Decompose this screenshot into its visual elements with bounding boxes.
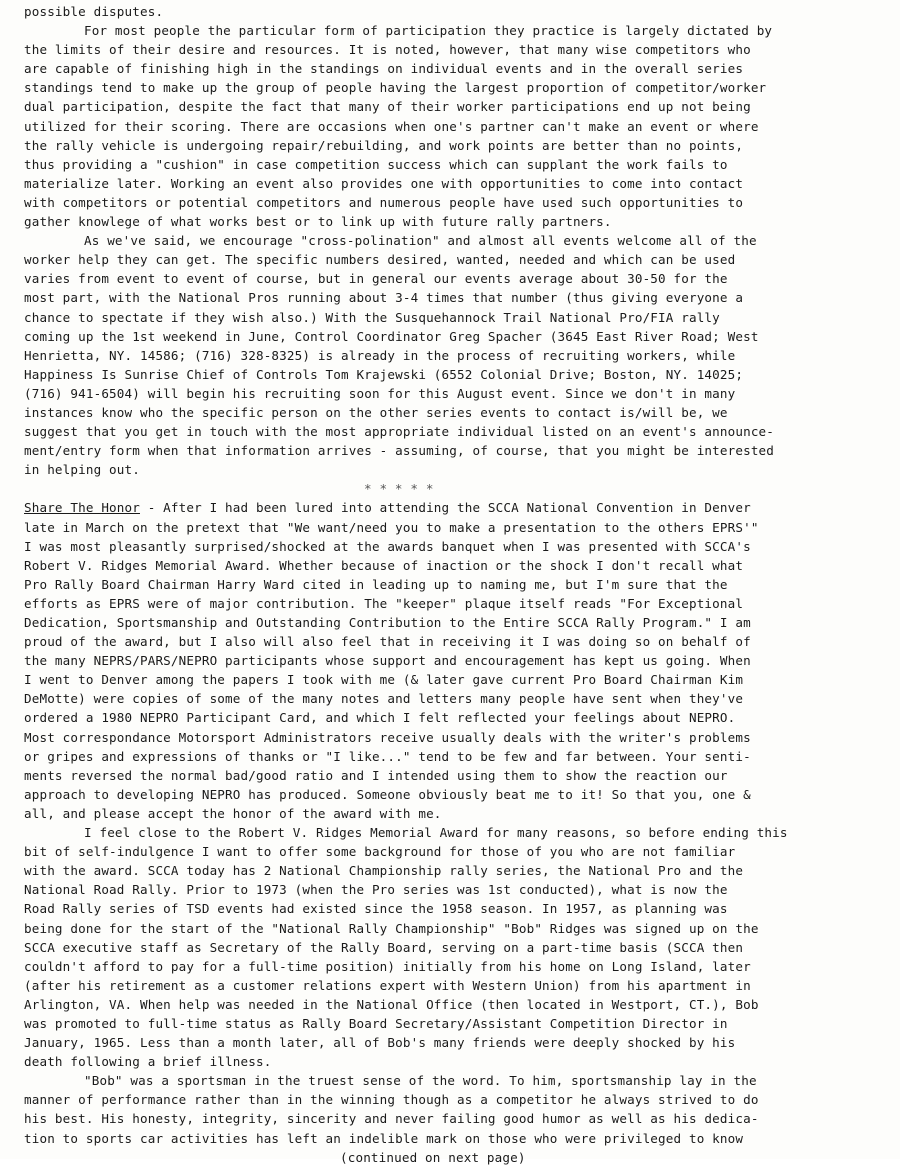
text-line: death following a brief illness. [24,1054,272,1070]
text-line: efforts as EPRS were of major contribution. The "keeper" plaque itself reads "For Exceptional [24,595,744,611]
text-line: (after his retirement as a customer relations expert with Western Union) from his apartment in [24,977,751,993]
text-line: chance to spectate if they wish also.) With the Susquehannock Trail National Pro/FIA rally [24,309,720,325]
text-line: (716) 941-6504) will begin his recruiting soon for this August event. Since we don't in many [24,385,736,401]
text-line: utilized for their scoring. There are occasions when one's partner can't make an event or where [24,118,759,134]
text-line: I feel close to the Robert V. Ridges Memorial Award for many reasons, so before ending this [84,825,788,841]
paragraph-sportsman [24,1071,886,1147]
text-line: I went to Denver among the papers I took with me (& later gave current Pro Board Chairman Kim [24,672,744,688]
text-line: SCCA executive staff as Secretary of the Rally Board, serving on a part-time basis (SCCA then [24,939,744,955]
text-line: instances know who the specific person on the other series events to contact is/will be, we [24,404,728,420]
text-line: gather knowlege of what works best or to link up with future rally partners. [24,214,612,230]
text-line: standings tend to make up the group of people having the largest proportion of competitor/worker [24,80,767,96]
document-body [24,2,886,1167]
text-line: being done for the start of the "National Rally Championship" "Bob" Ridges was signed up on the [24,920,759,936]
text-line: the rally vehicle is undergoing repair/rebuilding, and work points are better than no points, [24,137,744,153]
text-line: or gripes and expressions of thanks or "I like..." tend to be few and far between. Your senti- [24,748,751,764]
text-line: Pro Rally Board Chairman Harry Ward cited in leading up to naming me, but I'm sure that the [24,576,728,592]
text-line: As we've said, we encourage "cross-polination" and almost all events welcome all of the [84,233,757,249]
text-line: manner of performance rather than in the winning though as a competitor he always strived to do [24,1092,759,1108]
text-run: - After I had been lured into attending the SCCA National Convention in Denver [139,500,751,516]
text-line: Most correspondance Motorsport Administrators receive usually deals with the writer's problems [24,729,751,745]
text-line: thus providing a "cushion" in case competition success which can supplant the work fails to [24,156,728,172]
text-line: varies from event to event of course, but in general our events average about 30-50 for the [24,271,728,287]
text-line: I was most pleasantly surprised/shocked at the awards banquet when I was presented with SCCA's [24,538,751,554]
text-line: in helping out. [24,462,140,478]
text-line: proud of the award, but I also will also feel that in receiving it I was doing so on behalf of [24,634,751,650]
text-line: Henrietta, NY. 14586; (716) 328-8325) is already in the process of recruiting workers, while [24,347,736,363]
text-line: the many NEPRS/PARS/NEPRO participants whose support and encouragement has kept us going. When [24,653,751,669]
text-line: coming up the 1st weekend in June, Control Coordinator Greg Spacher (3645 East River Road; West [24,328,759,344]
paragraph-ridges-background [24,823,886,1071]
text-line: Road Rally series of TSD events had existed since the 1958 season. In 1957, as planning was [24,901,728,917]
text-line: most part, with the National Pros running about 3-4 times that number (thus giving everyone a [24,290,744,306]
text-line: with the award. SCCA today has 2 National Championship rally series, the National Pro and the [24,863,744,879]
continued-note: (continued on next page) [340,1149,526,1165]
text-line: Dedication, Sportsmanship and Outstanding Contribution to the Entire SCCA Rally Program." I am [24,615,751,630]
text-line: "Bob" was a sportsman in the truest sense of the word. To him, sportsmanship lay in the [84,1073,757,1089]
section-separator: * * * * * [364,481,434,497]
text-line: the limits of their desire and resources. It is noted, however, that many wise competitors who [24,42,751,58]
text-line: suggest that you get in touch with the most appropriate individual listed on an event's announce- [24,424,775,440]
text-line: bit of self-indulgence I want to offer some background for those of you who are not familiar [24,844,736,860]
text-line: dual participation, despite the fact that many of their worker participations end up not being [24,99,751,115]
text-line: worker help they can get. The specific numbers desired, wanted, needed and which can be used [24,252,736,268]
text-line: late in March on the pretext that "We want/need you to make a presentation to the others EPRS'" [24,519,759,535]
text-line: all, and please accept the honor of the award with me. [24,805,442,821]
text-line: are capable of finishing high in the standings on individual events and in the overall series [24,61,744,77]
text-line: National Road Rally. Prior to 1973 (when the Pro series was 1st conducted), what is now the [24,882,728,898]
text-line: DeMotte) were copies of some of the many notes and letters many people have sent when they've [24,691,744,707]
paragraph-share-the-honor [24,498,886,823]
text-line: with competitors or potential competitors and numerous people have used such opportunities to [24,194,744,210]
text-line: approach to developing NEPRO has produced. Someone obviously beat me to it! So that you, one & [24,786,751,802]
text-line: materialize later. Working an event also provides one with opportunities to come into contact [24,175,744,191]
text-line: couldn't afford to pay for a full-time position) initially from his home on Long Island, later [24,958,751,974]
text-line: Robert V. Ridges Memorial Award. Whether because of inaction or the shock I don't recall what [24,557,744,573]
text-line: January, 1965. Less than a month later, all of Bob's many friends were deeply shocked by his [24,1035,736,1051]
text-line: For most people the particular form of participation they practice is largely dictated by [84,23,773,39]
section-heading: Share The Honor [24,500,140,516]
text-line: was promoted to full-time status as Rally Board Secretary/Assistant Competition Director in [24,1015,728,1031]
text-line: ment/entry form when that information arrives - assuming, of course, that you might be interested [24,443,775,459]
paragraph-participation [24,21,886,231]
text-line: ordered a 1980 NEPRO Participant Card, and which I felt reflected your feelings about NEPRO. [24,710,736,726]
text-line: possible disputes. [24,4,164,19]
paragraph-crosspolination [24,231,886,479]
text-line: his best. His honesty, integrity, sincerity and never failing good humor as well as his dedica- [24,1111,759,1127]
text-line: tion to sports car activities has left an indelible mark on those who were privileged to know [24,1130,744,1146]
text-line [24,498,886,517]
text-line: ments reversed the normal bad/good ratio and I intended using them to show the reaction our [24,767,728,783]
text-line: Arlington, VA. When help was needed in the National Office (then located in Westport, CT.), Bob [24,996,759,1012]
text-line: Happiness Is Sunrise Chief of Controls Tom Krajewski (6552 Colonial Drive; Boston, NY. 14025; [24,366,744,382]
